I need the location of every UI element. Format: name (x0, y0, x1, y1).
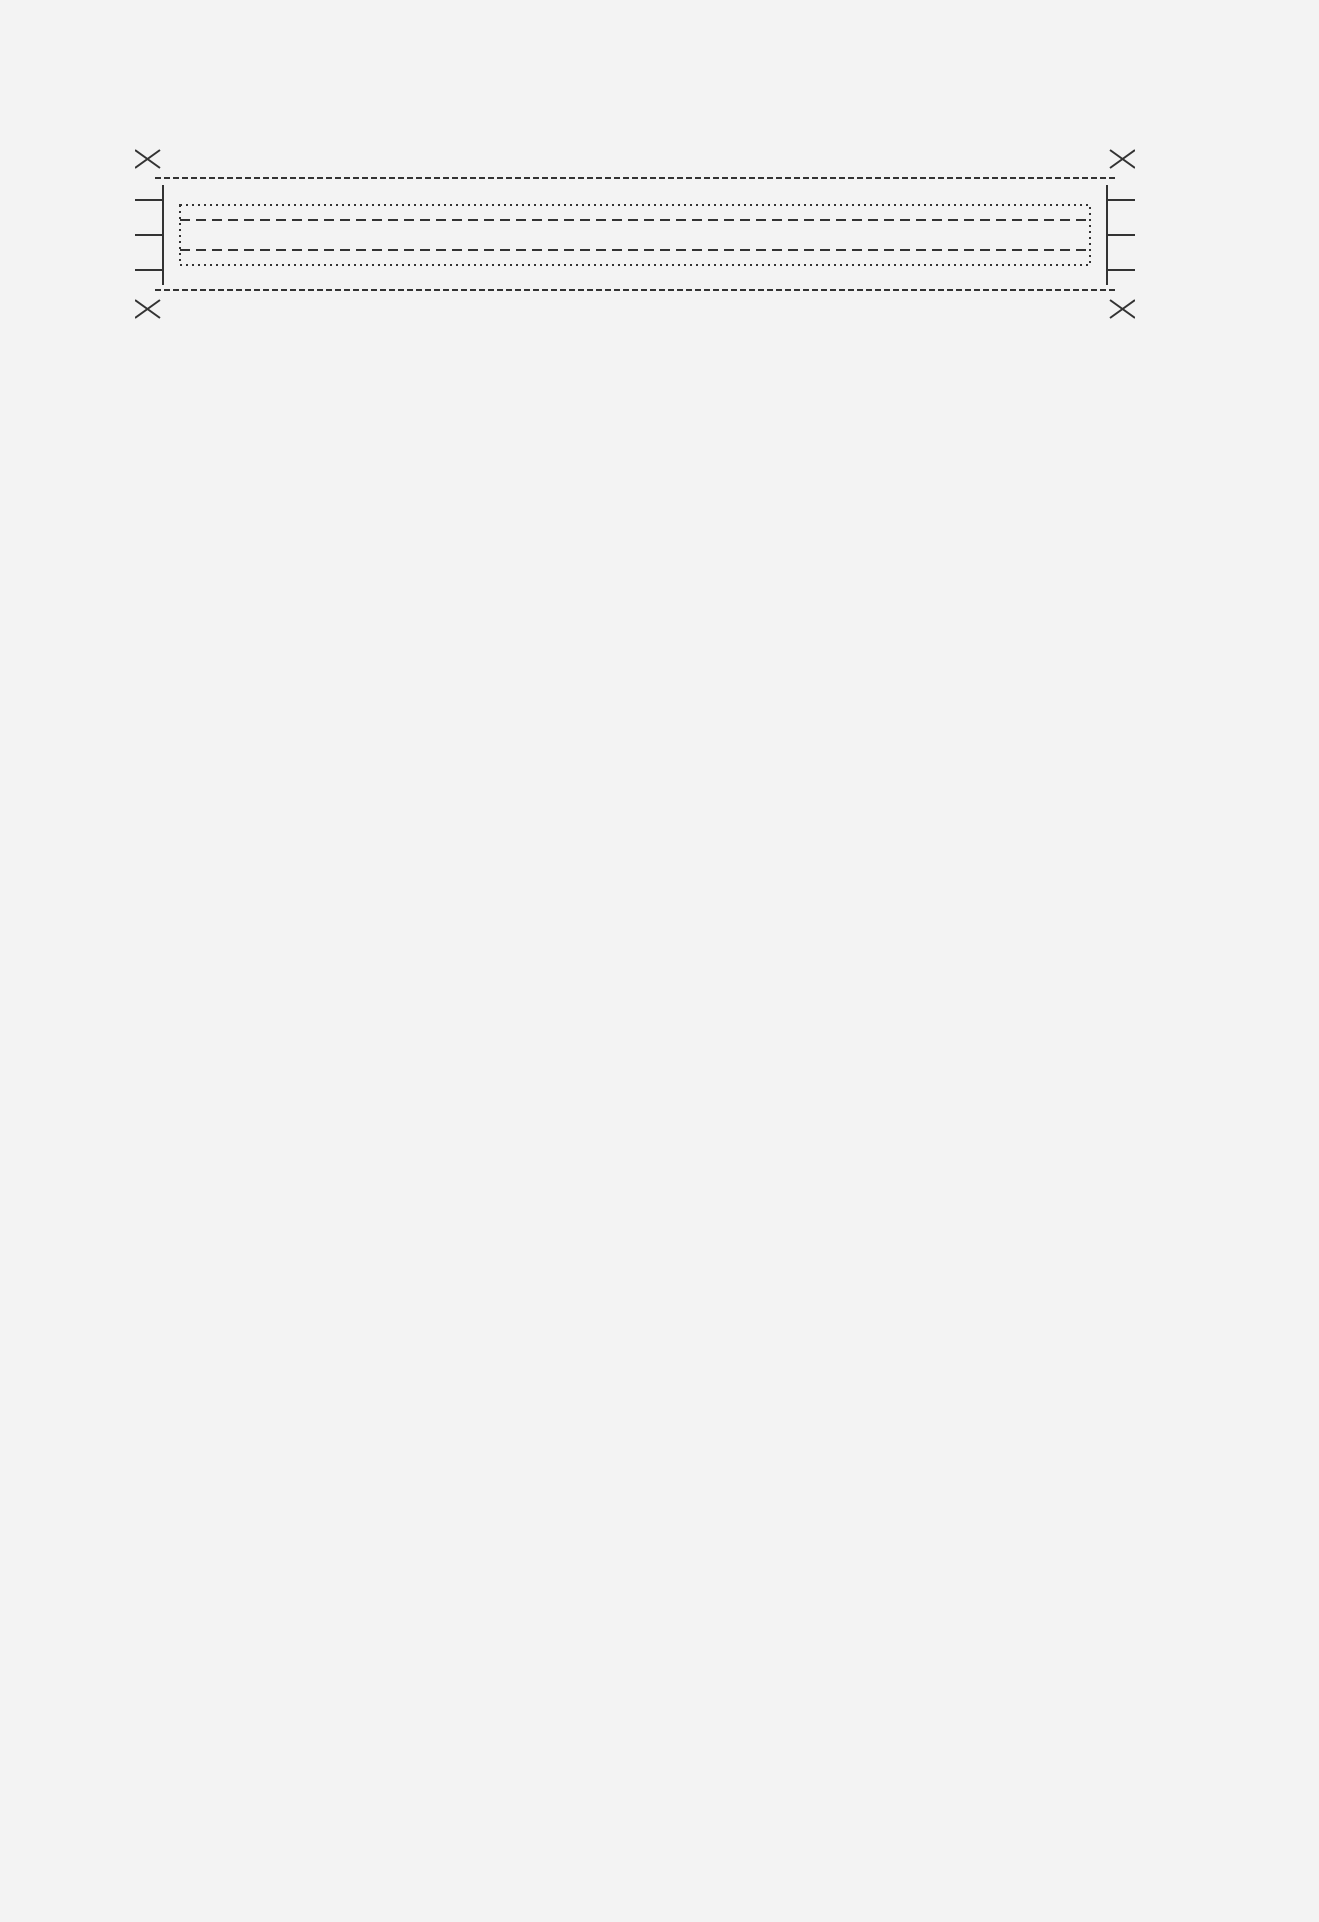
decorative-header-ornament (135, 140, 1135, 340)
